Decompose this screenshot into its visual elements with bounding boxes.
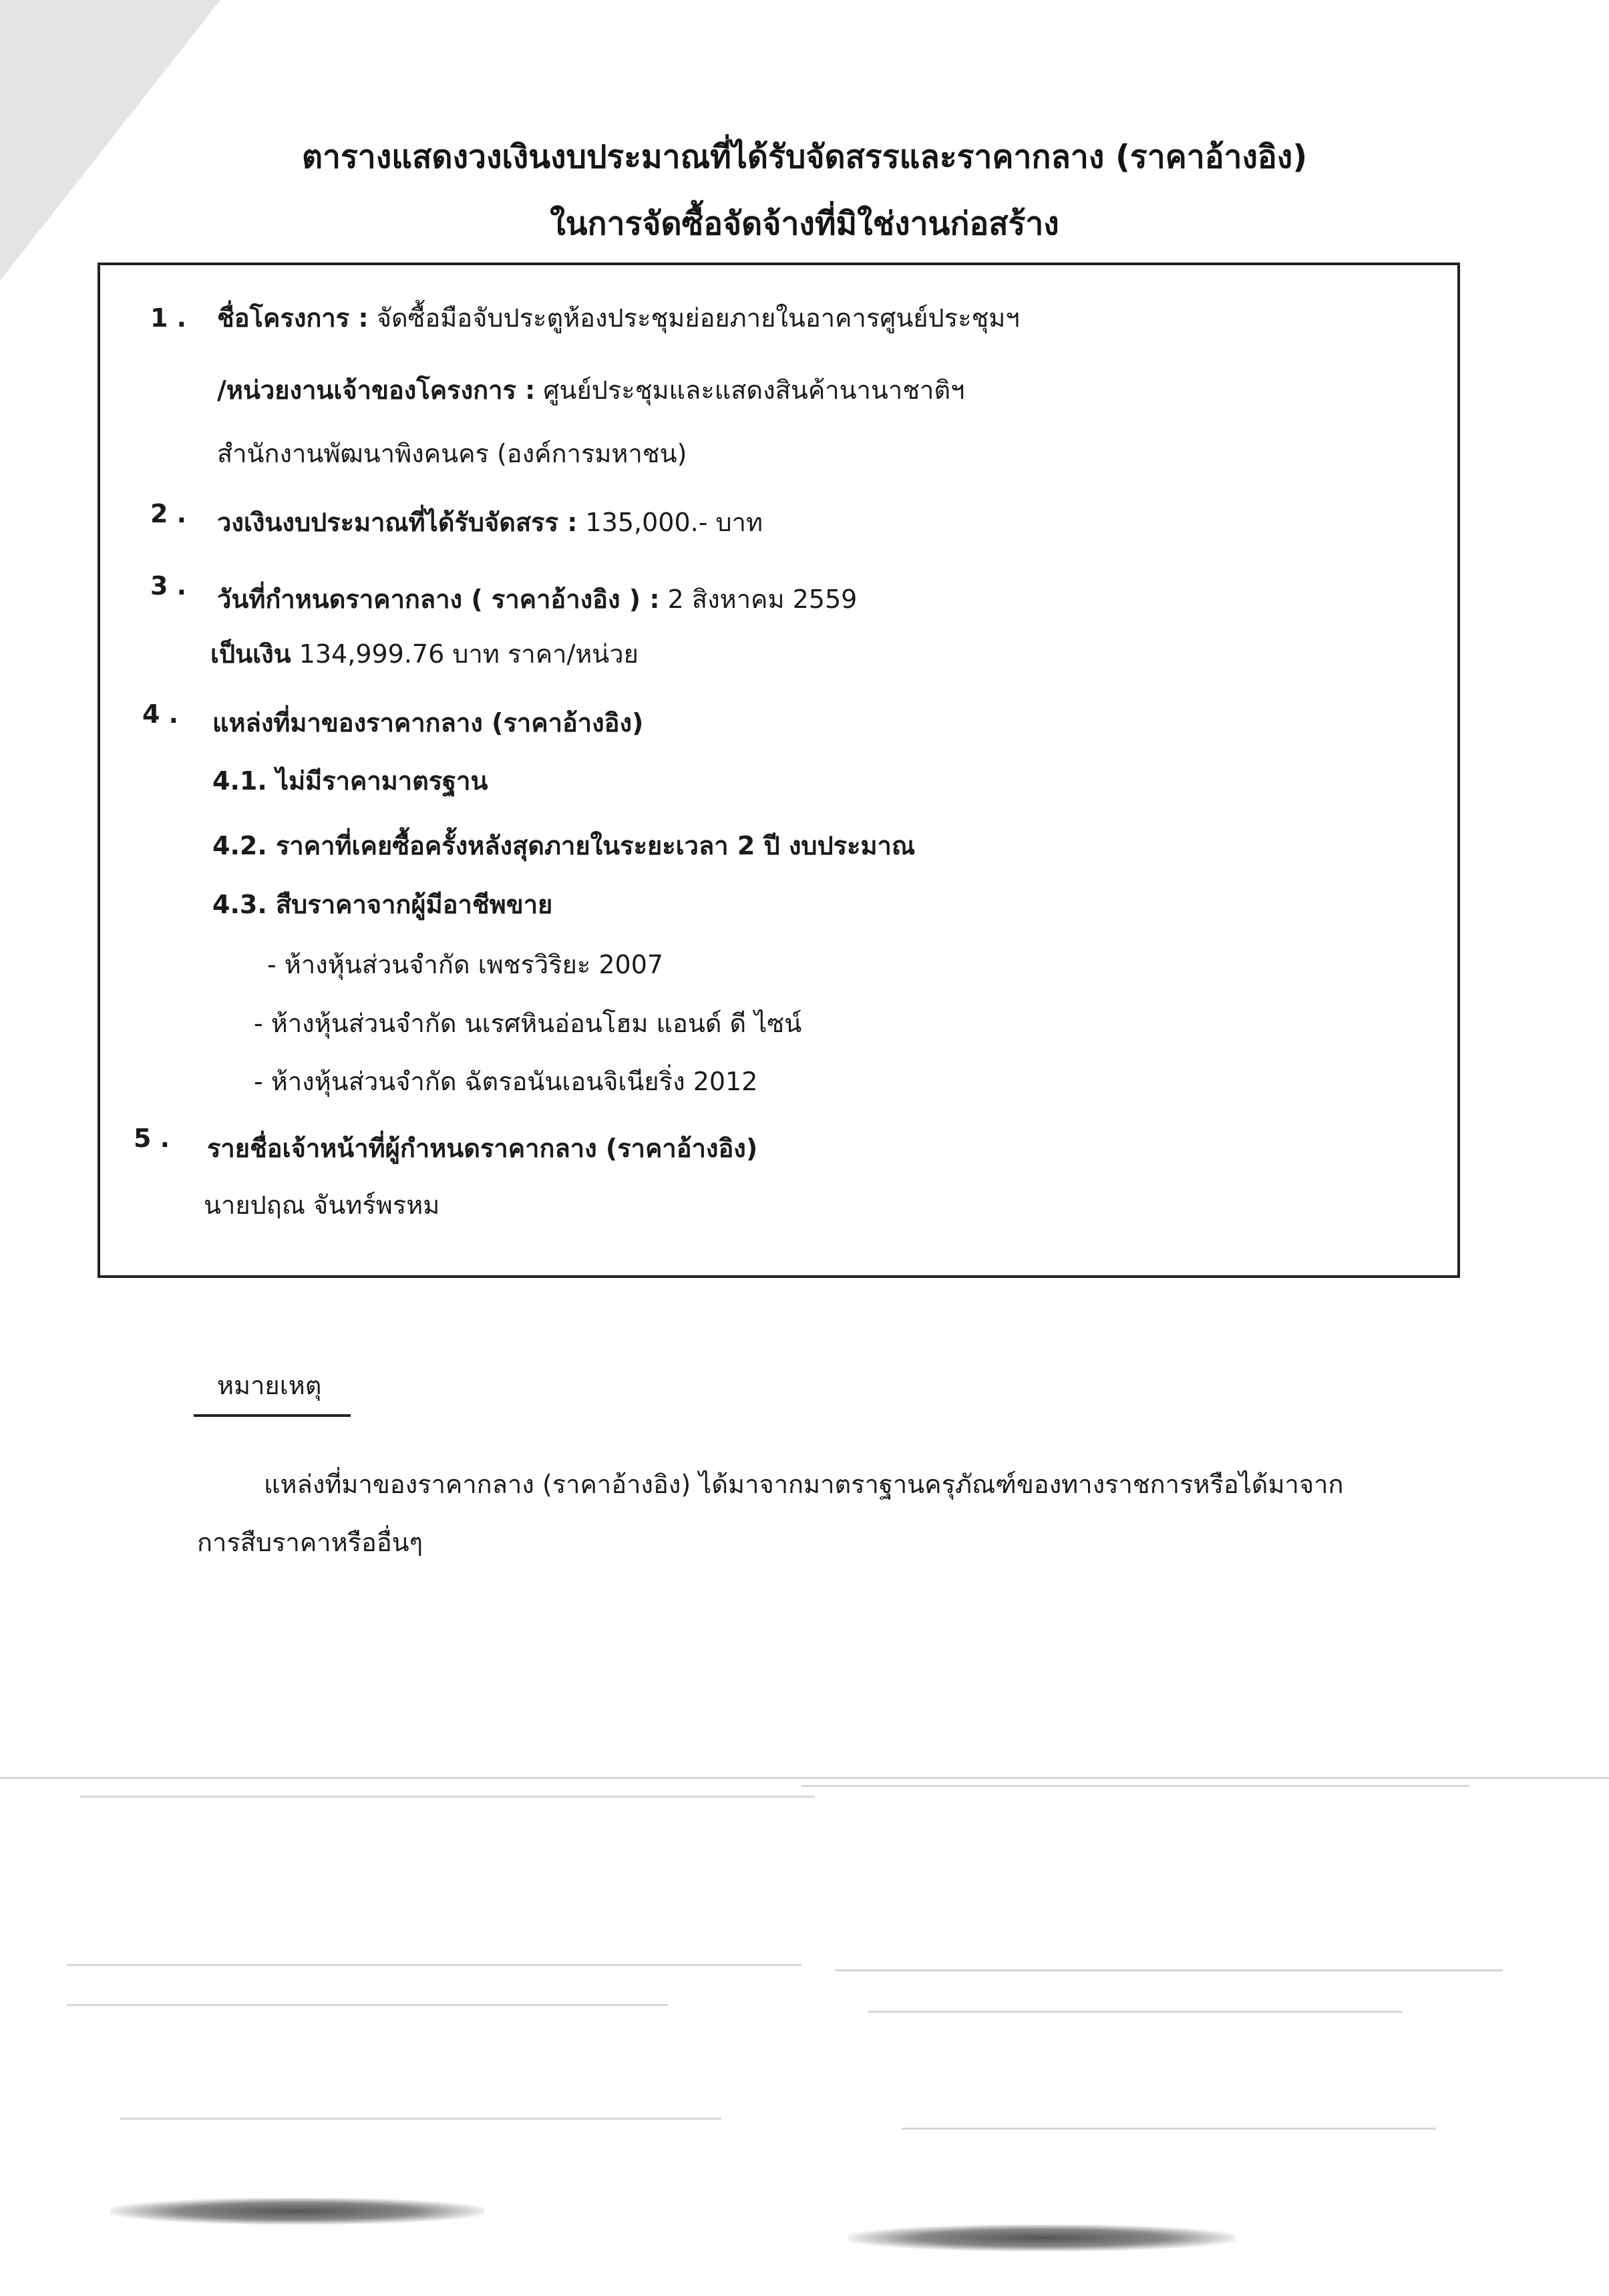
item-4-label: แหล่งที่มาของราคากลาง (ราคาอ้างอิง) <box>212 708 644 737</box>
item-1-value: จัดซื้อมือจับประตูห้องประชุมย่อยภายในอาคารศูนย์ประชุมฯ <box>376 303 1020 333</box>
item-3-amount-label: เป็นเงิน <box>210 639 291 669</box>
vendor-1: - ห้างหุ้นส่วนจำกัด เพชรวิริยะ 2007 <box>267 950 664 979</box>
note-line-2: การสืบราคาหรืออื่นๆ <box>197 1528 423 1557</box>
scan-artifact-line <box>902 2128 1436 2130</box>
scan-artifact-line <box>0 1777 1609 1779</box>
note-title: หมายเหตุ <box>217 1371 322 1400</box>
item-5-number: 5 . <box>134 1124 170 1153</box>
item-5-label: รายชื่อเจ้าหน้าที่ผู้กำหนดราคากลาง (ราคาอ้างอิง) <box>207 1134 758 1163</box>
item-4-sub-3: 4.3. สืบราคาจากผู้มีอาชีพขาย <box>212 890 553 919</box>
item-1-owner-line2: สำนักงานพัฒนาพิงคนคร (องค์การมหาชน) <box>217 439 687 468</box>
item-1-owner-label: /หน่วยงานเจ้าของโครงการ : <box>217 375 536 405</box>
item-3-value: 2 สิงหาคม 2559 <box>667 585 858 614</box>
scan-artifact-line <box>835 1969 1503 1971</box>
note-line-1: แหล่งที่มาของราคากลาง (ราคาอ้างอิง) ได้มาจากมาตราฐานครุภัณฑ์ของทางราชการหรือได้มาจาก <box>264 1470 1344 1499</box>
item-4-sub-1: 4.1. ไม่มีราคามาตรฐาน <box>212 766 488 796</box>
scan-artifact-line <box>120 2118 721 2120</box>
item-4-sub-2: 4.2. ราคาที่เคยซื้อครั้งหลังสุดภายในระยะเวลา 2 ปี งบประมาณ <box>212 831 916 860</box>
item-3-row <box>217 583 857 615</box>
scan-smudge <box>110 2198 484 2225</box>
item-1-label: ชื่อโครงการ : <box>217 303 369 333</box>
item-1-owner-row <box>217 374 964 406</box>
item-1-number: 1 . <box>150 303 187 333</box>
title-line-1: ตารางแสดงวงเงินงบประมาณที่ได้รับจัดสรรและราคากลาง (ราคาอ้างอิง) <box>301 138 1308 176</box>
scan-artifact-line <box>801 1785 1469 1787</box>
item-1-owner-value: ศูนย์ประชุมและแสดงสินค้านานาชาติฯ <box>543 375 965 405</box>
scan-artifact-line <box>868 2011 1403 2013</box>
scan-artifact-line <box>67 1964 801 1966</box>
item-3-amount-row <box>210 638 639 670</box>
scan-smudge <box>848 2225 1236 2251</box>
title-line-2: ในการจัดซื้อจัดจ้างที่มิใช่งานก่อสร้าง <box>550 205 1059 242</box>
item-3-label: วันที่กำหนดราคากลาง ( ราคาอ้างอิง ) : <box>217 585 660 614</box>
vendor-2: - ห้างหุ้นส่วนจำกัด นเรศหินอ่อนโฮม แอนด์ ดี ไซน์ <box>254 1009 802 1038</box>
item-2-label: วงเงินงบประมาณที่ได้รับจัดสรร : <box>217 508 578 537</box>
item-4-number: 4 . <box>142 699 179 729</box>
item-2-row <box>217 506 763 538</box>
item-3-amount-value: 134,999.76 บาท ราคา/หน่วย <box>299 639 639 669</box>
vendor-3: - ห้างหุ้นส่วนจำกัด ฉัตรอนันเอนจิเนียริ่ง 2012 <box>254 1067 758 1096</box>
scan-artifact-line <box>80 1796 815 1798</box>
item-2-number: 2 . <box>150 499 187 528</box>
item-1-row <box>217 302 1020 334</box>
item-3-number: 3 . <box>150 571 187 601</box>
note-underline <box>194 1414 351 1417</box>
item-5-value: นายปฤณ จันทร์พรหม <box>204 1190 440 1220</box>
item-2-value: 135,000.- บาท <box>585 508 763 537</box>
scan-artifact-line <box>67 2004 668 2006</box>
